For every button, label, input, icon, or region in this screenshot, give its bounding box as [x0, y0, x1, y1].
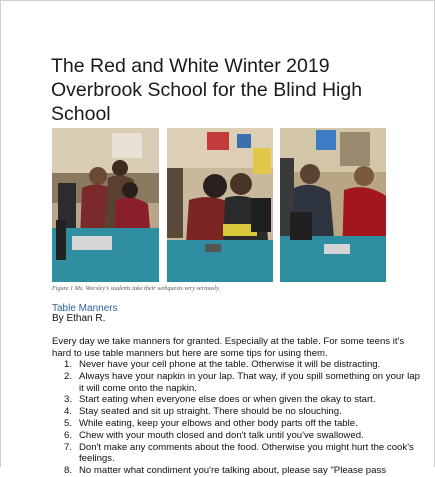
title-line: Overbrook School for the Blind High School: [51, 79, 363, 125]
list-item: [52, 442, 422, 466]
list-number: 7.: [63, 441, 72, 453]
list-text: Don't make any comments about the food. Otherwise you might hurt the cook's feelings.: [79, 441, 414, 465]
classroom-photo: [167, 128, 273, 282]
list-item: [52, 359, 422, 371]
byline: By Ethan R.: [52, 313, 106, 324]
figure-caption: Figure 1 Ms. Worsley's students take their webquests very seriously.: [52, 285, 221, 292]
list-text: Chew with your mouth closed and don't talk until you've swallowed.: [79, 429, 364, 441]
list-item: [52, 465, 422, 477]
list-number: 8.: [63, 465, 72, 477]
list-item: [52, 371, 422, 395]
classroom-photo: [280, 128, 386, 282]
list-text: While eating, keep your elbows and other body parts off the table.: [79, 417, 358, 429]
list-number: 2.: [63, 370, 72, 382]
classroom-photo: [52, 128, 159, 282]
list-item: [52, 418, 422, 430]
list-item: [52, 394, 422, 406]
list-number: 5.: [63, 417, 72, 429]
list-text: Start eating when everyone else does or when given the okay to start.: [79, 394, 376, 406]
list-text: No matter what condiment you're talking about, please say "Please pass: [79, 465, 387, 477]
list-item: [52, 406, 422, 418]
list-item: [52, 430, 422, 442]
list-text: Always have your napkin in your lap. That way, if you spill something on your lap it will come onto the napkin.: [79, 370, 420, 394]
list-number: 3.: [63, 394, 72, 406]
table-manners-list: [52, 359, 422, 477]
list-number: 4.: [63, 406, 72, 418]
intro-paragraph: Every day we take manners for granted. Especially at the table. For some teens it's hard to use table manners but here are some tips for using them.: [52, 336, 405, 359]
list-number: 6.: [63, 429, 72, 441]
list-text: Never have your cell phone at the table. Otherwise it will be distracting.: [79, 359, 381, 370]
section-heading: Table Manners: [52, 303, 118, 314]
list-number: 1.: [63, 359, 72, 370]
title-line: The Red and White Winter 2019: [51, 55, 330, 77]
list-text: Stay seated and sit up straight. There should be no slouching.: [79, 406, 342, 418]
